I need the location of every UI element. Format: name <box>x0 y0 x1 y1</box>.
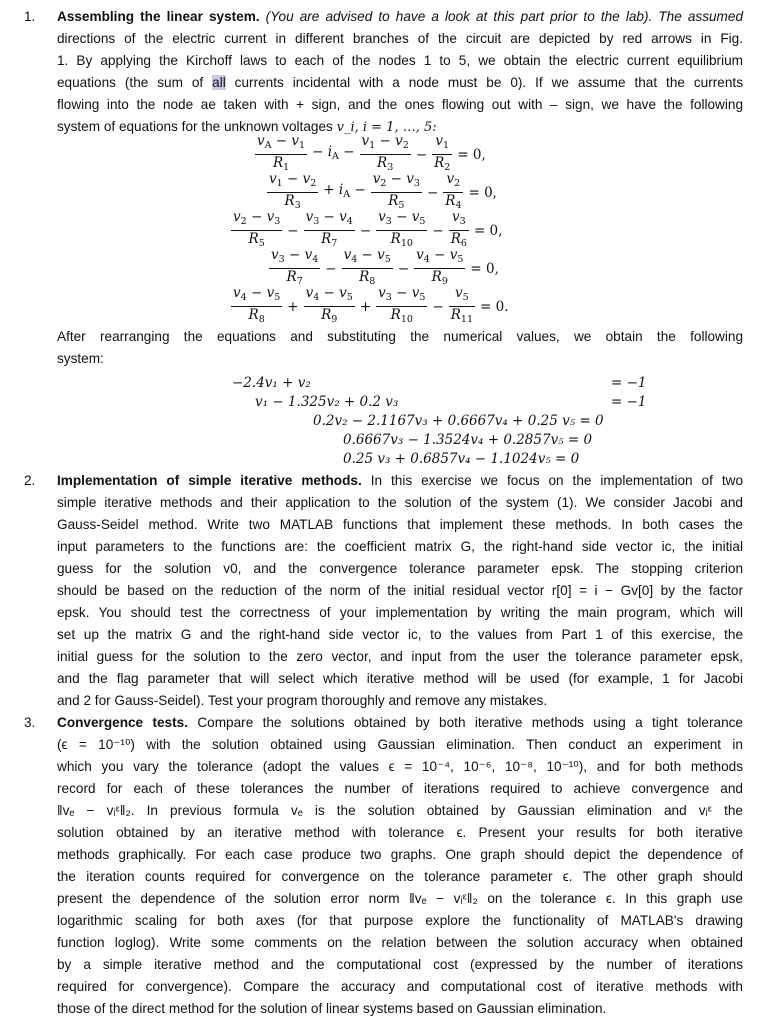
section-3-line-9: present the dependence of the solution error norm ‖vₑ − vᵢᵋ‖₂ on the tolerance ϵ. In this graph use <box>57 891 743 906</box>
section-1-line-6: system of equations for the unknown voltages v_i, i = 1, …, 5: <box>57 119 437 135</box>
highlighted-word: all <box>212 75 226 90</box>
section-2-line-6: should be based on the reduction of the norm of the initial residual vector r[0] = i − Gv[0] by the factor <box>57 583 743 598</box>
system-rhs-1: = −1 <box>611 375 647 391</box>
section-1-line-4: equations (the sum of all currents incidental with a node must be 0). If we assume that the currents <box>57 75 743 90</box>
section-3-line-2: (ϵ = 10⁻¹⁰) with the solution obtained using Gaussian elimination. Then conduct an experiment in <box>57 737 743 752</box>
section-1-line-3: 1. By applying the Kirchoff laws to each of the nodes 1 to 5, we obtain the electric current equilibrium <box>57 53 743 68</box>
kirchhoff-equation-4: $\frac{v_3 - v_4}{R_7}$ − $\frac{v_4 - v_5}{R_8}$ − $\frac{v_4 - v_5}{R_9}$ = 0, <box>271 247 499 287</box>
section-1-line-1: Assembling the linear system. (You are advised to have a look at this part prior to the lab). The assumed <box>57 9 743 24</box>
section-3-line-5: ‖vₑ − vᵢᵋ‖₂. In previous formula vₑ is the solution obtained by Gaussian elimination and vᵢᵋ the <box>57 803 743 818</box>
section-1-line-2: directions of the electric current in different branches of the circuit are depicted by red arrows in Fig. <box>57 31 743 46</box>
system-row-4: 0.6667v₃ − 1.3524v₄ + 0.2857v₅ = 0 <box>343 432 593 448</box>
section-3-line-4: record for each of these tolerances the number of iterations required to achieve convergence and <box>57 781 743 796</box>
kirchhoff-equation-2: $\frac{v_1 - v_2}{R_3}$ + $i_A$ − $\frac{v_2 - v_3}{R_5}$ − $\frac{v_2}{R_4}$ = 0, <box>269 171 497 211</box>
kirchhoff-equation-1: $\frac{v_A - v_1}{R_1}$ − $i_A$ − $\frac{v_1 - v_2}{R_3}$ − $\frac{v_1}{R_2}$ = 0, <box>257 133 486 173</box>
section-1-after-line-1: After rearranging the equations and substituting the numerical values, we obtain the following <box>57 329 743 344</box>
unknowns-expression: v_i, i = 1, …, 5: <box>336 120 437 135</box>
system-row-3: 0.2v₂ − 2.1167v₃ + 0.6667v₄ + 0.25 v₅ = 0 <box>313 413 604 429</box>
section-1-title: Assembling the linear system. <box>57 9 260 24</box>
section-3-title: Convergence tests. <box>57 715 188 730</box>
section-2-line-4: input parameters to the functions are: the coefficient matrix G, the right-hand side vector ic, the initial <box>57 539 743 554</box>
section-3-line-1: Convergence tests. Compare the solutions obtained by both iterative methods using a tight tolerance <box>57 715 743 730</box>
section-3-line-14: those of the direct method for the solution of linear systems based on Gaussian elimination. <box>57 1001 607 1016</box>
section-2-line-2: simple iterative methods and their application to the solution of the system (1). We consider Jacobi and <box>57 495 743 510</box>
section-3-line-12: by a simple iterative method and the computational cost (expressed by the number of iterations <box>57 957 743 972</box>
section-2-line-7: epsk. You should test the correctness of your implementation by writing the main program, which will <box>57 605 743 620</box>
section-3-number: 3. <box>24 715 36 730</box>
section-2-line-5: guess for the solution v0, and the convergence tolerance parameter epsk. The stopping criterion <box>57 561 743 576</box>
kirchhoff-equation-3: $\frac{v_2 - v_3}{R_5}$ − $\frac{v_3 - v_4}{R_7}$ − $\frac{v_3 - v_5}{R_{10}}$ − $\frac{v_3}{R_6}$ = 0, <box>233 209 503 249</box>
system-row-2: v₁ − 1.325v₂ + 0.2 v₃ <box>255 394 399 410</box>
section-2-line-8: set up the matrix G and the right-hand side vector ic, to the values from Part 1 of this exercise, the <box>57 627 743 642</box>
section-1-number: 1. <box>24 9 36 24</box>
section-3-line-3: which you vary the tolerance (adopt the values ϵ = 10⁻⁴, 10⁻⁶, 10⁻⁸, 10⁻¹⁰), and for both methods <box>57 759 743 774</box>
section-3-line-7: methods graphically. For each case produce two graphs. One graph should depict the dependence of <box>57 847 743 862</box>
section-3-line-10: logarithmic scaling for both axes (for that purpose explore the functionality of MATLAB's drawing <box>57 913 743 928</box>
section-2-line-3: Gauss-Seidel method. Write two MATLAB functions that implement these methods. In both cases the <box>57 517 743 532</box>
section-2-line-11: and 2 for Gauss-Seidel). Test your program thoroughly and remove any mistakes. <box>57 693 548 708</box>
section-2-line-10: and the flag parameter that will select which iterative method will be used (for example, 1 for Jacobi <box>57 671 743 686</box>
system-rhs-2: = −1 <box>611 394 647 410</box>
section-3-line-6: solution obtained by an iterative method with tolerance ϵ. Present your results for both iterative <box>57 825 743 840</box>
section-2-line-1: Implementation of simple iterative methods. In this exercise we focus on the implementation of two <box>57 473 744 488</box>
system-row-1: −2.4v₁ + v₂ <box>232 375 311 391</box>
section-2-number: 2. <box>24 473 36 488</box>
section-3-line-8: the iteration counts required for convergence on the tolerance parameter ϵ. The other graph should <box>57 869 743 884</box>
section-2-title: Implementation of simple iterative methods. <box>57 473 362 488</box>
section-3-line-13: required for convergence). Compare the accuracy and computational cost of iterative methods with <box>57 979 743 994</box>
section-1-after-line-2: system: <box>57 351 104 366</box>
section-1-line-5: flowing into the node ae taken with + sign, and the ones flowing out with – sign, we have the following <box>57 97 743 112</box>
kirchhoff-equation-5: $\frac{v_4 - v_5}{R_8}$ + $\frac{v_4 - v_5}{R_9}$ + $\frac{v_3 - v_5}{R_{10}}$ − $\frac{v_5}{R_{11}}$ = 0. <box>233 285 509 325</box>
system-row-5: 0.25 v₃ + 0.6857v₄ − 1.1024v₅ = 0 <box>343 451 580 467</box>
section-3-line-11: function loglog). Write some comments on the relation between the solution accuracy when obtained <box>57 935 743 950</box>
section-2-line-9: initial guess for the solution to the zero vector, and input from the user the tolerance parameter epsk, <box>57 649 743 664</box>
